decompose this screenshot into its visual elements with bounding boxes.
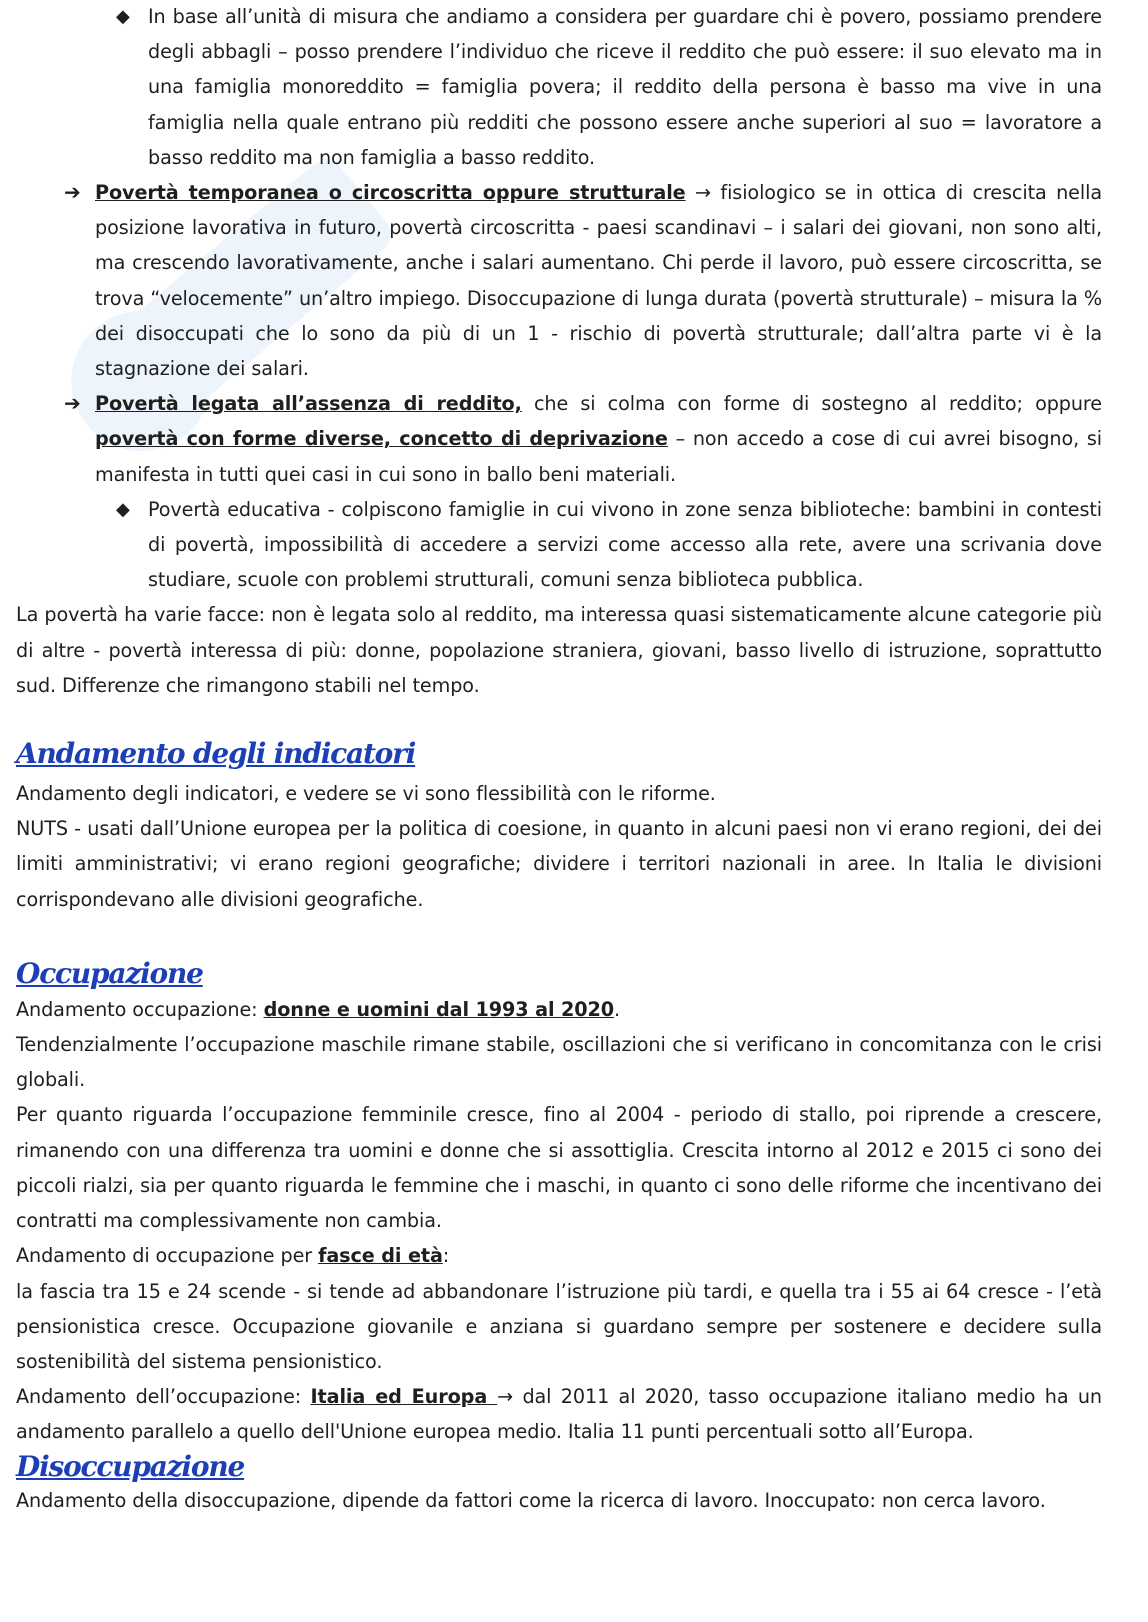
arrow-item-body: → fisiologico se in ottica di crescita nella posizione lavorativa in futuro, povertà circoscritta - paesi scandinavi – i salari dei giovani, non sono alti, ma crescendo lavorativamente, anche i salari aumentano. Chi perde il lavoro, può essere circoscritta, se trova “velocemente” un’altro impiego. Disoccupazione di lunga durata (povertà strutturale) – misura la % dei disoccupati che lo sono da più di un 1 - rischio di povertà strutturale; dall’altra parte vi è la stagnazione dei salari.	[95, 181, 1102, 381]
andamento-paragraph-1: Andamento degli indicatori, e vedere se vi sono flessibilità con le riforme.	[16, 782, 716, 806]
arrow-item-poverta-reddito	[16, 386, 1102, 492]
diamond-bullet-icon: ◆	[116, 6, 130, 27]
occupazione-paragraph-5: la fascia tra 15 e 24 scende - si tende ad abbandonare l’istruzione più tardi, e quella tra i 55 ai 64 cresce - l’età pensionistica cresce. Occupazione giovanile e anziana si guardano sempre per sostenere e decidere sulla sostenibilità del sistema pensionistico.	[16, 1279, 1102, 1373]
text: Andamento di occupazione per	[16, 1244, 319, 1268]
bullet-item	[16, 0, 1102, 175]
occupazione-paragraph-2: Tendenzialmente l’occupazione maschile rimane stabile, oscillazioni che si verificano in concomitanza con le crisi globali.	[16, 1033, 1102, 1092]
link-donne-uomini[interactable]: donne e uomini dal 1993 al 2020	[263, 997, 615, 1021]
bullet-text: In base all’unità di misura che andiamo a considera per guardare chi è povero, possiamo prendere degli abbagli – posso prendere l’individuo che riceve il reddito che può essere: il suo elevato ma in una famiglia monoreddito = famiglia povera; il reddito della persona è basso ma vive in una famiglia nella quale entrano più redditi che possono essere anche superiori al suo = lavoratore a basso reddito ma non famiglia a basso reddito.	[148, 5, 1102, 169]
occupazione-paragraph-1	[16, 992, 1102, 1027]
text: Andamento occupazione:	[16, 997, 264, 1021]
bullet-item-poverta-educativa	[16, 492, 1102, 598]
arrow-item-body: che si colma con forme di sostegno al reddito; oppure	[521, 392, 1103, 416]
link-fasce-eta[interactable]: fasce di età	[318, 1244, 443, 1268]
text: .	[614, 997, 621, 1021]
section-title-disoccupazione: Disoccupazione	[16, 1449, 245, 1483]
diamond-bullet-icon: ◆	[116, 498, 130, 520]
occupazione-paragraph-3: Per quanto riguarda l’occupazione femminile cresce, fino al 2004 - periodo di stallo, poi riprende a crescere, rimanendo con una differenza tra uomini e donne che si assottiglia. Crescita intorno al 2012 e 2015 ci sono dei piccoli rialzi, sia per quanto riguarda le femmine che i maschi, in quanto ci sono delle riforme che incentivano dei contratti ma complessivamente non cambia.	[16, 1103, 1102, 1233]
arrow-item-heading: Povertà temporanea o circoscritta oppure strutturale	[95, 181, 686, 205]
arrow-bullet-icon: ➔	[64, 391, 81, 416]
occupazione-paragraph-4	[16, 1238, 1102, 1273]
arrow-item-poverta-temporanea	[16, 175, 1102, 386]
text: :	[442, 1244, 450, 1268]
arrow-item-body-2: – non accedo a cose di cui avrei bisogno, si manifesta in tutti quei casi in cui sono in ballo beni materiali.	[95, 427, 1102, 486]
andamento-paragraph-2: NUTS - usati dall’Unione europea per la politica di coesione, in quanto in alcuni paesi non vi erano regioni, dei dei limiti amministrativi; vi erano regioni geografiche; dividere i territori nazionali in aree. In Italia le divisioni corrispondevano alle divisioni geografiche.	[16, 817, 1102, 911]
arrow-item-heading-2: povertà con forme diverse, concetto di deprivazione	[95, 427, 668, 451]
disoccupazione-paragraph-1: Andamento della disoccupazione, dipende da fattori come la ricerca di lavoro. Inoccupato: non cerca lavoro.	[16, 1488, 1046, 1512]
text: Andamento dell’occupazione:	[16, 1385, 311, 1409]
arrow-item-text	[95, 175, 1102, 386]
intro-paragraph: La povertà ha varie facce: non è legata solo al reddito, ma interessa quasi sistematicamente alcune categorie più di altre - povertà interessa di più: donne, popolazione straniera, giovani, basso livello di istruzione, soprattutto sud. Differenze che rimangono stabili nel tempo.	[16, 603, 1102, 697]
link-italia-europa[interactable]: Italia ed Europa	[310, 1385, 498, 1409]
bullet-text: Povertà educativa - colpiscono famiglie in cui vivono in zone senza biblioteche: bambini in contesti di povertà, impossibilità di accedere a servizi come accesso alla rete, avere una scrivania dove studiare, scuole con problemi strutturali, comuni senza biblioteca pubblica.	[148, 497, 1102, 592]
occupazione-paragraph-6	[16, 1379, 1102, 1449]
arrow-bullet-icon: ➔	[64, 180, 81, 205]
section-title-andamento: Andamento degli indicatori	[16, 737, 416, 771]
section-title-occupazione: Occupazione	[16, 956, 203, 990]
arrow-item-heading: Povertà legata all’assenza di reddito,	[95, 392, 522, 416]
text: → dal 2011 al 2020, tasso occupazione italiano medio ha un andamento parallelo a quello dell'Unione europea medio. Italia 11 punti percentuali sotto all’Europa.	[16, 1385, 1102, 1444]
arrow-item-text	[95, 386, 1102, 492]
document-page	[16, 0, 1102, 1518]
